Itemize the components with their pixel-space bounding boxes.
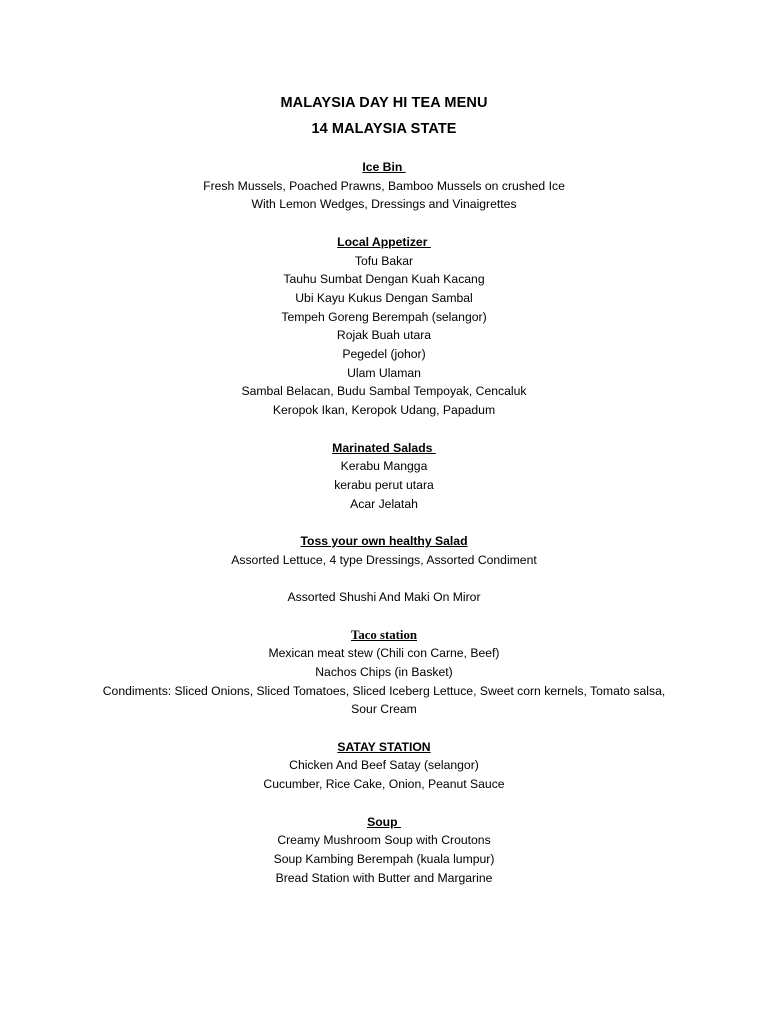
menu-item: Mexican meat stew (Chili con Carne, Beef)	[268, 646, 500, 661]
section-local-appetizer	[0, 233, 768, 420]
menu-item: Acar Jelatah	[350, 496, 418, 511]
menu-item: Pegedel (johor)	[342, 347, 426, 362]
menu-item: Assorted Lettuce, 4 type Dressings, Assorted Condiment	[231, 552, 537, 567]
section-heading-toss-salad: Toss your own healthy Salad	[300, 534, 468, 549]
section-marinated-salads	[0, 439, 768, 514]
menu-item: Ulam Ulaman	[347, 365, 421, 380]
menu-item: Chicken And Beef Satay (selangor)	[289, 758, 479, 773]
section-heading-ice-bin: Ice Bin	[362, 160, 406, 174]
section-satay-station	[0, 738, 768, 794]
menu-item: Ubi Kayu Kukus Dengan Sambal	[295, 290, 473, 305]
section-heading-marinated-salads: Marinated Salads	[332, 440, 436, 455]
section-soup	[0, 813, 768, 888]
menu-item: Creamy Mushroom Soup with Croutons	[277, 833, 491, 848]
menu-body	[0, 158, 768, 906]
menu-item: Cucumber, Rice Cake, Onion, Peanut Sauce	[263, 777, 505, 792]
menu-item: Kerabu Mangga	[340, 459, 428, 474]
section-heading-taco-station: Taco station	[350, 627, 417, 642]
menu-item: Tofu Bakar	[354, 253, 414, 268]
menu-item: kerabu perut utara	[334, 477, 434, 492]
menu-item: Soup Kambing Berempah (kuala lumpur)	[273, 851, 495, 866]
menu-item: Assorted Shushi And Maki On Miror	[287, 590, 481, 605]
section-heading-local-appetizer: Local Appetizer	[337, 234, 431, 249]
section-toss-salad	[0, 532, 768, 569]
menu-subtitle: 14 MALAYSIA STATE	[311, 121, 457, 137]
menu-item: Tauhu Sumbat Dengan Kuah Kacang	[283, 272, 485, 287]
section-heading-soup: Soup	[367, 814, 401, 829]
menu-item: With Lemon Wedges, Dressings and Vinaigrettes	[251, 197, 517, 212]
menu-item: Fresh Mussels, Poached Prawns, Bamboo Mussels on crushed Ice	[203, 178, 565, 193]
section-heading-satay-station: SATAY STATION	[337, 739, 431, 754]
menu-item: Keropok Ikan, Keropok Udang, Papadum	[272, 403, 496, 418]
menu-title: MALAYSIA DAY HI TEA MENU	[280, 95, 488, 111]
menu-item: Condiments: Sliced Onions, Sliced Tomatoes, Sliced Iceberg Lettuce, Sweet corn kernels, Tomato salsa,	[102, 683, 666, 698]
menu-item: Sambal Belacan, Budu Sambal Tempoyak, Cencaluk	[241, 384, 527, 399]
menu-item: Tempeh Goreng Berempah (selangor)	[281, 309, 487, 324]
menu-item: Nachos Chips (in Basket)	[315, 664, 453, 679]
menu-item: Bread Station with Butter and Margarine	[275, 870, 493, 885]
section-taco-station	[0, 626, 768, 720]
section-ice-bin	[0, 158, 768, 214]
menu-item: Rojak Buah utara	[336, 328, 432, 343]
section-sushi	[0, 588, 768, 607]
menu-item: Sour Cream	[351, 702, 417, 717]
